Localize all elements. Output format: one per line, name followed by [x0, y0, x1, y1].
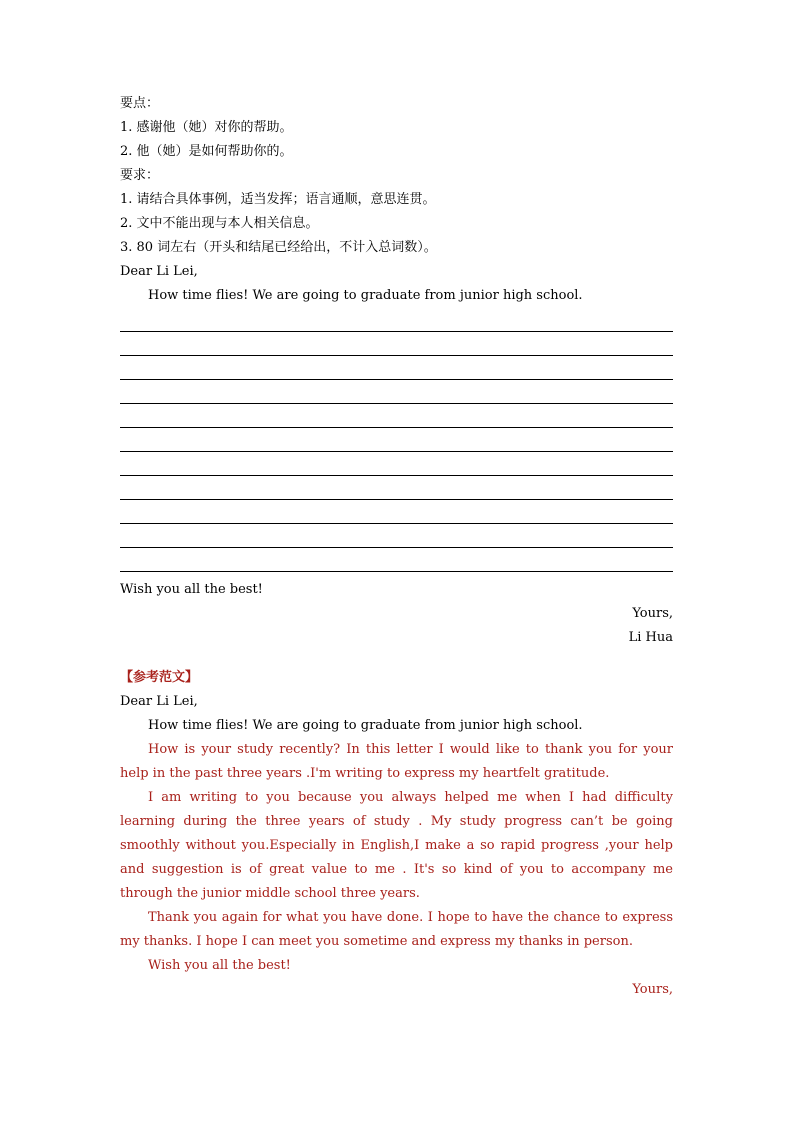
writing-line: [120, 524, 673, 548]
sample-paragraph-1: How is your study recently? In this letter I would like to thank you for your help in the past three years .I'm writing to express my heartfelt gratitude.: [120, 742, 673, 781]
prompt-opening: How time flies! We are going to graduate from junior high school.: [148, 288, 583, 303]
document-page: [120, 92, 673, 1002]
points-heading: 要点：: [120, 96, 160, 111]
point-item-1: 1. 感谢他（她）对你的帮助。: [120, 120, 293, 135]
writing-line: [120, 452, 673, 476]
writing-line: [120, 356, 673, 380]
prompt-signature: Li Hua: [628, 630, 673, 645]
requirements-heading: 要求：: [120, 168, 160, 183]
sample-closing: Wish you all the best!: [148, 958, 291, 973]
section-gap: [120, 650, 673, 666]
prompt-closing: Wish you all the best!: [120, 582, 263, 597]
writing-lines: [120, 314, 673, 572]
writing-line: [120, 404, 673, 428]
requirement-item-3: 3. 80 词左右（开头和结尾已经给出，不计入总词数）。: [120, 240, 437, 255]
writing-line: [120, 314, 673, 332]
sample-paragraph-2: I am writing to you because you always helped me when I had difficulty learning during the three years of study . My study progress can’t be going smoothly without you.Especially in English,I make a so rapid progress ,your help and suggestion is of great value to me . It's so kind of you to accompany me through the junior middle school three years.: [120, 790, 673, 901]
writing-line: [120, 428, 673, 452]
sample-title: 【参考范文】: [120, 670, 199, 685]
sample-salutation: Dear Li Lei,: [120, 694, 198, 709]
sample-signoff: Yours,: [632, 982, 673, 997]
writing-line: [120, 332, 673, 356]
writing-line: [120, 476, 673, 500]
point-item-2: 2. 他（她）是如何帮助你的。: [120, 144, 293, 159]
writing-line: [120, 500, 673, 524]
sample-paragraph-3: Thank you again for what you have done. I hope to have the chance to express my thanks. I hope I can meet you sometime and express my thanks in person.: [120, 910, 673, 949]
writing-line: [120, 380, 673, 404]
prompt-salutation: Dear Li Lei,: [120, 264, 198, 279]
requirement-item-2: 2. 文中不能出现与本人相关信息。: [120, 216, 319, 231]
writing-line: [120, 548, 673, 572]
prompt-signoff: Yours,: [632, 606, 673, 621]
requirement-item-1: 1. 请结合具体事例，适当发挥；语言通顺，意思连贯。: [120, 192, 436, 207]
sample-opening: How time flies! We are going to graduate from junior high school.: [148, 718, 583, 733]
